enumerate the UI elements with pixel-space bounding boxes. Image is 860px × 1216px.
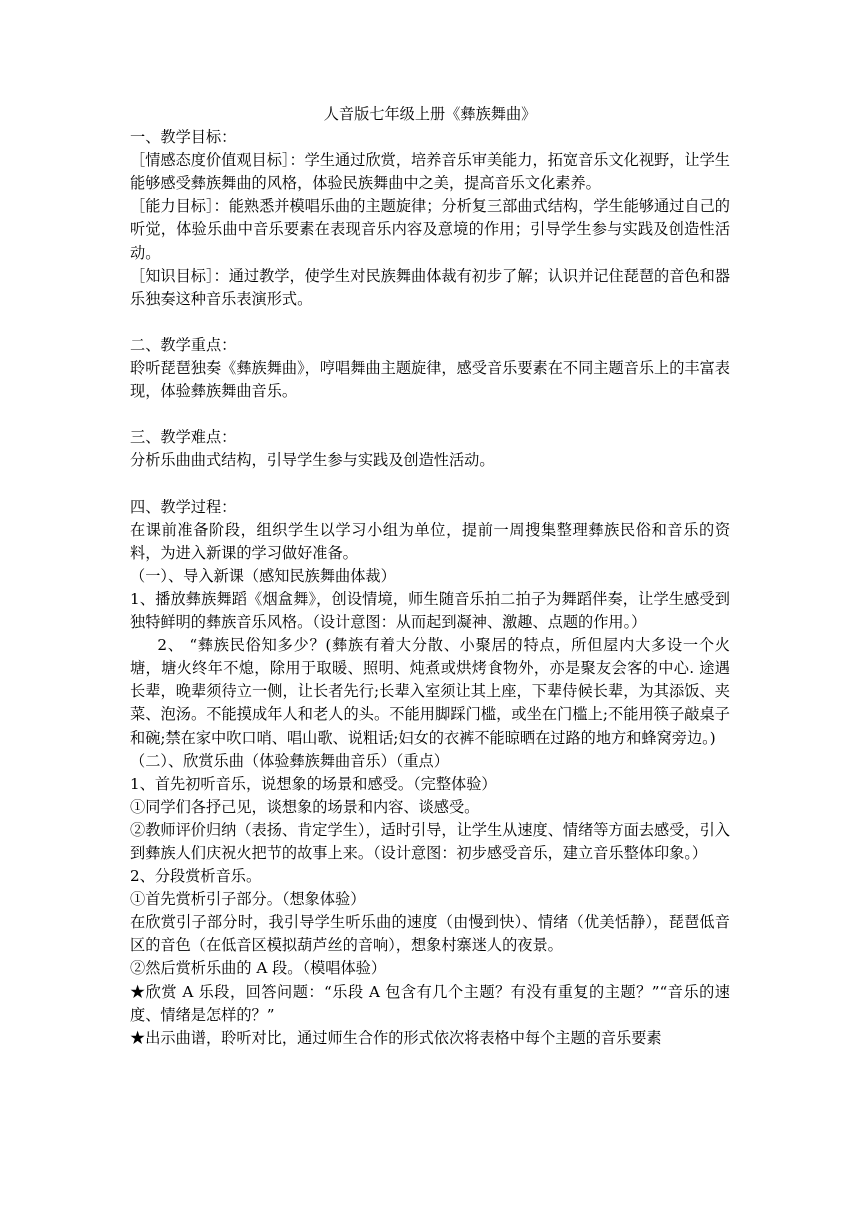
analysis-intro-heading: ①首先赏析引子部分。（想象体验） (130, 890, 366, 909)
analysis-a-question: ★欣赏 A 乐段，回答问题：“乐段 A 包含有几个主题？有没有重复的主题？”“音乐的速度、情绪是怎样的？” (130, 982, 730, 1024)
objective-ability: ［能力目标］：能熟悉并模唱乐曲的主题旋律；分析复三部曲式结构，学生能够通过自己的听觉，体验乐曲中音乐要素在表现音乐内容及意境的作用；引导学生参与实践及创造性活动。 (130, 197, 730, 262)
blank-line (130, 403, 730, 426)
blank-line (130, 311, 730, 334)
appreciation-item-1: ①同学们各抒己见，谈想象的场景和内容、谈感受。 (130, 797, 480, 816)
heading-key-points: 二、教学重点： (130, 335, 237, 354)
intro-step-2: 2、 “彝族民俗知多少？(彝族有着大分散、小聚居的特点，所但屋内大多设一个火塘，塘火终年不熄，除用于取暖、照明、炖煮或烘烤食物外，亦是聚友会客的中心. 途遇长辈，晚辈须待立一侧，让长者先行;长辈入室须让其上座，下辈侍候长辈，为其添饭、夹菜、泡汤。不能摸成年人和老人的头。不能用脚踩门槛，或坐在门槛上;不能用筷子敲桌子和碗;禁在家中吹口哨、唱山歌、说粗话;妇女的衣裤不能晾晒在过路的地方和蜂窝旁边。) (130, 636, 730, 747)
analysis-intro-text: 在欣赏引子部分时，我引导学生听乐曲的速度（由慢到快）、情绪（优美恬静），琵琶低音区的音色（在低音区模拟葫芦丝的音响），想象村寨迷人的夜景。 (130, 913, 730, 955)
analysis-a-heading: ②然后赏析乐曲的 A 段。（模唱体验） (130, 959, 387, 978)
heading-process: 四、教学过程： (130, 497, 237, 516)
heading-difficulties: 三、教学难点： (130, 428, 237, 447)
blank-line (130, 473, 730, 496)
appreciation-step-1: 1、首先初听音乐，说想象的场景和感受。（完整体验） (130, 774, 497, 793)
difficulties-text: 分析乐曲曲式结构，引导学生参与实践及创造性活动。 (130, 451, 495, 470)
appreciation-item-2: ②教师评价归纳（表扬、肯定学生），适时引导，让学生从速度、情绪等方面去感受，引入到彝族人们庆祝火把节的故事上来。（设计意图：初步感受音乐，建立音乐整体印象。） (130, 820, 730, 862)
appreciation-step-2: 2、分段赏析音乐。 (130, 867, 262, 886)
section-appreciation: （二）、欣赏乐曲（体验彝族舞曲音乐）（重点） (130, 751, 449, 770)
objective-emotion: ［情感态度价值观目标］：学生通过欣赏，培养音乐审美能力，拓宽音乐文化视野，让学生能够感受彝族舞曲的风格，体验民族舞曲中之美，提高音乐文化素养。 (130, 151, 730, 193)
section-intro: （一）、导入新课（感知民族舞曲体裁） (130, 566, 396, 585)
intro-step-1: 1、播放彝族舞蹈《烟盒舞》，创设情境，师生随音乐拍二拍子为舞蹈伴奏，让学生感受到独特鲜明的彝族音乐风格。（设计意图：从而起到凝神、激趣、点题的作用。） (130, 589, 730, 632)
analysis-a-score: ★出示曲谱，聆听对比，通过师生合作的形式依次将表格中每个主题的音乐要素 (130, 1028, 662, 1047)
key-points-text: 聆听琵琶独奏《彝族舞曲》，哼唱舞曲主题旋律，感受音乐要素在不同主题音乐上的丰富表现，体验彝族舞曲音乐。 (130, 359, 730, 401)
document-title: 人音版七年级上册《彝族舞曲》 (323, 105, 537, 123)
objective-knowledge: ［知识目标］：通过教学，使学生对民族舞曲体裁有初步了解；认识并记住琵琶的音色和器乐独奏这种音乐表演形式。 (130, 266, 730, 308)
process-preparation: 在课前准备阶段，组织学生以学习小组为单位，提前一周搜集整理彝族民俗和音乐的资料，为进入新课的学习做好准备。 (130, 520, 730, 562)
heading-objectives: 一、教学目标： (130, 128, 237, 147)
document-body (130, 103, 730, 1050)
